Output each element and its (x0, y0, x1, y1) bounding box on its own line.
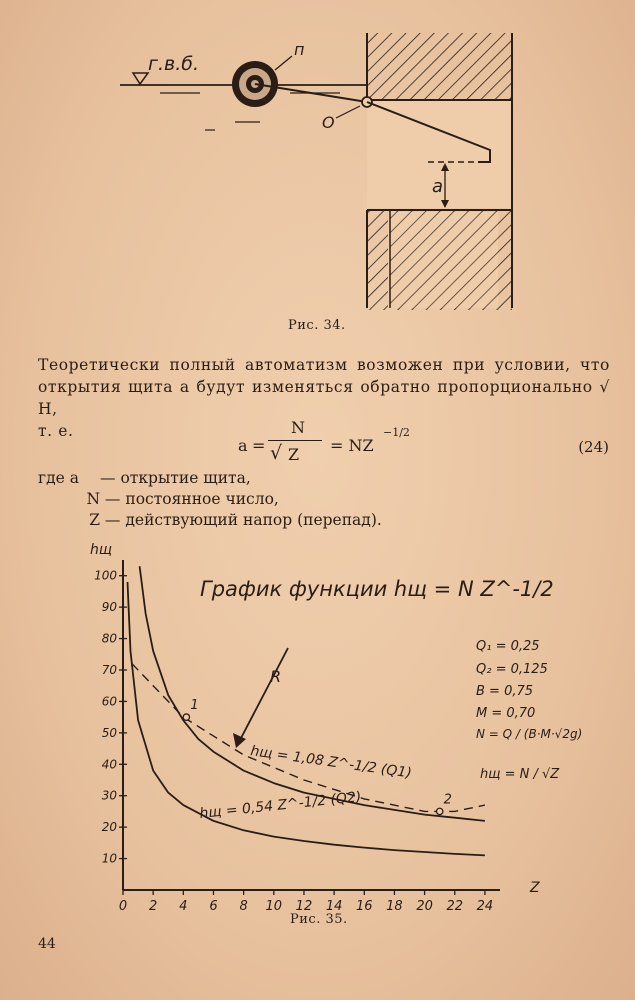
definition-symbol: N (86, 490, 100, 508)
paragraph-line-3: т. е. (38, 422, 74, 440)
x-tick-label: 14 (325, 899, 343, 914)
label-float: п (294, 40, 305, 59)
chart-axes (123, 560, 500, 890)
paragraph-line-2: открытия щита a будут изменяться обратно пропорционально √ H, (38, 378, 610, 418)
chart-title: График функции hщ = N Z^-1/2 (200, 577, 554, 601)
figure-34-caption: Рис. 34. (288, 318, 346, 333)
label-r: R (270, 667, 282, 686)
definition-text: постоянное число, (125, 490, 279, 508)
definition-text: открытие щита, (120, 469, 251, 487)
y-tick-label: 100 (94, 568, 117, 583)
x-tick-label: 16 (356, 899, 373, 914)
x-tick-label: 8 (239, 899, 248, 914)
x-tick-label: 4 (179, 899, 188, 914)
definition-row: где a — открытие щита, (38, 469, 251, 487)
formula-fraction-bar (268, 440, 322, 441)
figure-35-caption: Рис. 35. (290, 912, 348, 927)
y-tick-label: 70 (101, 663, 117, 677)
y-tick-label: 40 (101, 757, 117, 772)
y-tick-label: 80 (101, 631, 117, 646)
param-b: B = 0,75 (476, 684, 534, 699)
y-tick-label: 60 (101, 694, 117, 709)
label-pivot: О (322, 113, 335, 132)
x-tick-label: 6 (209, 899, 218, 914)
label-opening: а (432, 176, 444, 197)
page-number: 44 (38, 936, 56, 952)
chart-curves (128, 566, 485, 855)
chart-xlabel: Z (530, 880, 540, 896)
y-tick-label: 90 (101, 600, 117, 615)
label-curve-q1: hщ = 1,08 Z^-1/2 (Q1) (249, 743, 413, 782)
figure-34 (0, 0, 635, 320)
param-q1: Q₁ = 0,25 (476, 639, 540, 654)
x-tick-label: 22 (446, 899, 464, 914)
formula-lhs: a (238, 436, 248, 455)
definitions (38, 468, 382, 531)
label-curve-q2: hщ = 0,54 Z^-1/2 (Q2) (198, 789, 363, 822)
x-tick-label: 2 (149, 899, 158, 914)
definition-symbol: Z (89, 511, 100, 529)
curve-formula-label: hщ = N / √Z (480, 767, 560, 782)
point-marker (436, 808, 442, 814)
figure-35-chart (0, 540, 635, 914)
arrow-r (233, 648, 288, 748)
series-line-2 (132, 664, 485, 812)
param-q2: Q₂ = 0,125 (476, 662, 548, 677)
formula-rhs: = NZ (330, 436, 374, 455)
definition-row: Z — действующий напор (перепад). (38, 510, 382, 531)
formula-24 (238, 418, 438, 466)
chart-ticks (94, 569, 493, 914)
point-label: 2 (443, 792, 452, 808)
x-tick-label: 18 (386, 899, 403, 914)
definition-row: N — постоянное число, (38, 489, 382, 510)
point-marker (183, 714, 189, 720)
formula-exponent: −1/2 (383, 426, 410, 439)
series-line-0 (140, 566, 485, 821)
x-tick-label: 24 (476, 899, 494, 914)
wall-lower (367, 210, 512, 310)
x-tick-label: 12 (295, 899, 313, 914)
float (232, 56, 292, 107)
y-tick-label: 10 (101, 851, 117, 866)
formula-numerator: N (291, 418, 305, 437)
definition-symbol: где a (38, 469, 80, 487)
param-n: N = Q / (B·M·√2g) (476, 727, 583, 741)
chart-params (476, 639, 582, 741)
paragraph-line-1: Теоретически полный автоматизм возможен при условии, что (38, 356, 610, 374)
formula-sqrt-sign: √ (270, 442, 283, 464)
y-tick-label: 50 (101, 725, 117, 740)
formula-equals: = (252, 436, 266, 455)
formula-denominator: Z (288, 445, 300, 464)
label-level: г.в.б. (148, 53, 200, 75)
param-m: M = 0,70 (476, 706, 536, 721)
x-tick-label: 10 (265, 899, 283, 914)
x-tick-label: 20 (416, 899, 433, 914)
equation-number: (24) (578, 438, 609, 456)
x-tick-label: 0 (118, 899, 128, 914)
point-label: 1 (190, 698, 199, 714)
y-tick-label: 30 (101, 788, 117, 803)
y-tick-label: 20 (101, 820, 117, 835)
definition-text: действующий напор (перепад). (125, 511, 382, 529)
chart-ylabel: hщ (90, 542, 113, 558)
